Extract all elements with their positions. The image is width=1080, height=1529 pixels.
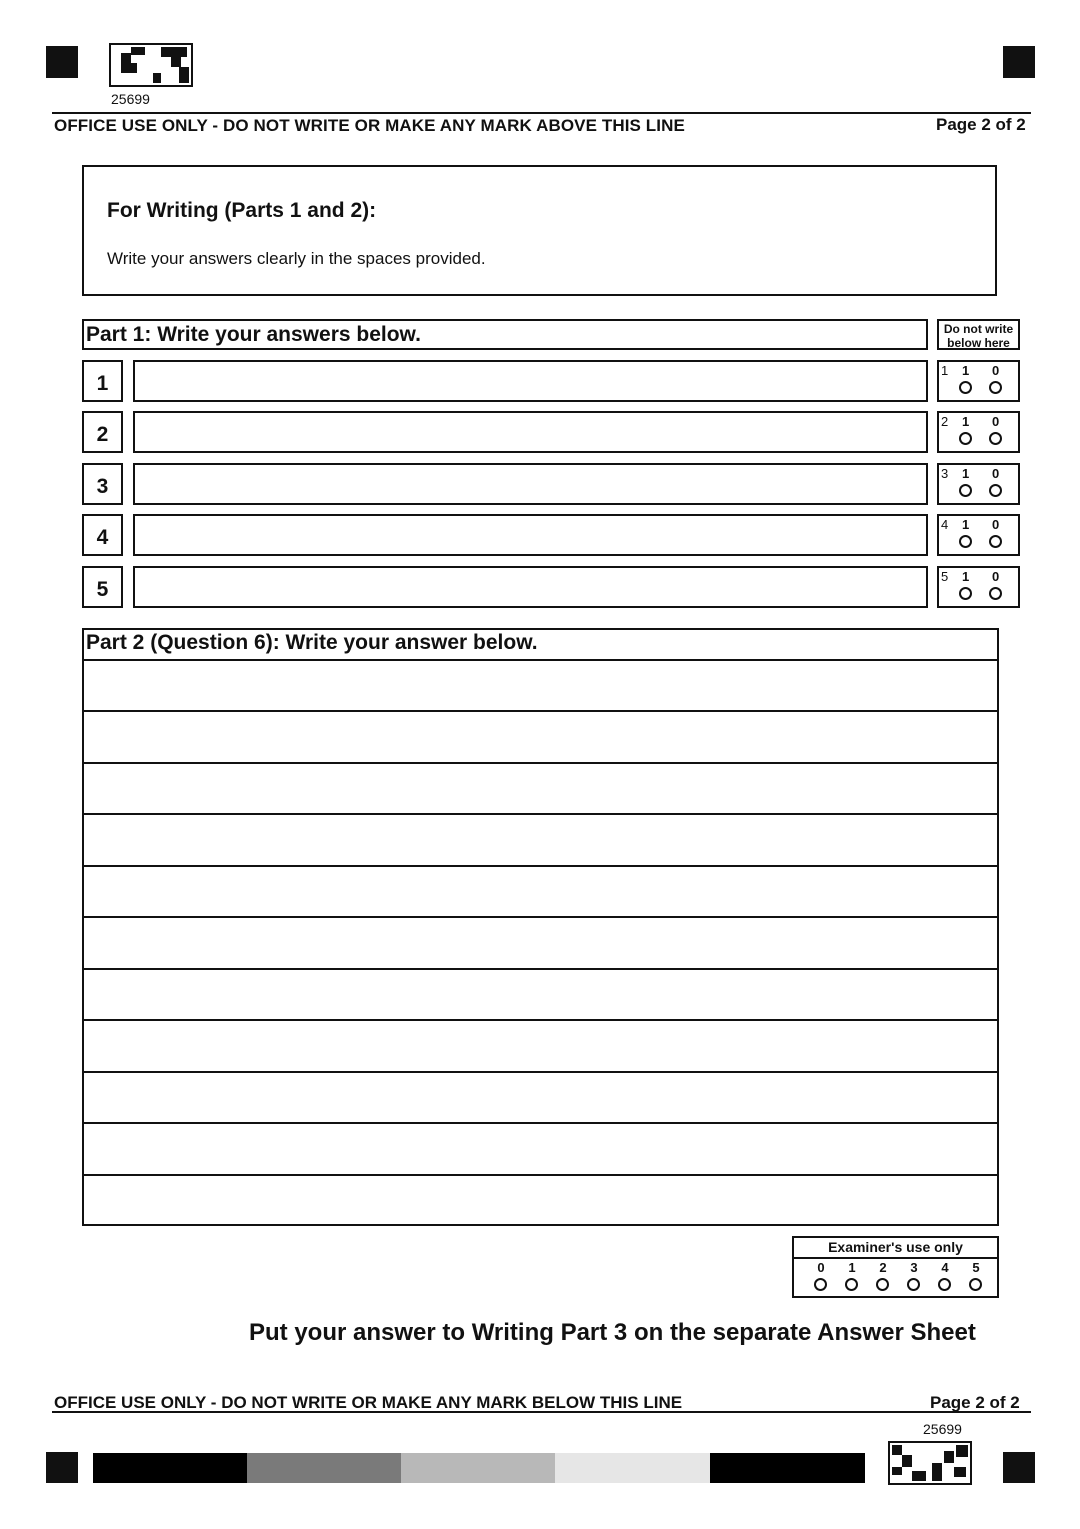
examiner-score-circle-5[interactable] — [969, 1278, 982, 1291]
marker-label-incorrect: 0 — [992, 466, 1000, 481]
examiner-score-label: 3 — [910, 1260, 918, 1275]
mark-circle-correct[interactable] — [959, 484, 972, 497]
mark-circle-correct[interactable] — [959, 587, 972, 600]
header-rule — [52, 112, 1031, 114]
sheet-code-pattern-bottom — [888, 1441, 972, 1485]
writing-line[interactable] — [84, 762, 997, 764]
marker-question-number: 3 — [941, 466, 949, 481]
instructions-title: For Writing (Parts 1 and 2): — [107, 199, 377, 222]
registration-mark-bottom-left — [46, 1452, 78, 1483]
examiner-divider — [794, 1257, 997, 1259]
marker-question-number: 2 — [941, 414, 949, 429]
examiner-title: Examiner's use only — [828, 1239, 963, 1255]
marker-label-correct: 1 — [962, 363, 970, 378]
part1-header — [82, 319, 928, 350]
part2-header-rule — [84, 659, 997, 661]
mark-circle-correct[interactable] — [959, 381, 972, 394]
writing-line[interactable] — [84, 916, 997, 918]
examiner-score-circle-2[interactable] — [876, 1278, 889, 1291]
registration-mark-top-left — [46, 46, 78, 78]
mark-circle-incorrect[interactable] — [989, 484, 1002, 497]
calibration-block-black — [93, 1453, 247, 1483]
mark-circle-correct[interactable] — [959, 432, 972, 445]
question-number: 5 — [82, 566, 123, 608]
office-use-note-top: OFFICE USE ONLY - DO NOT WRITE OR MAKE ANY MARK ABOVE THIS LINE — [54, 116, 685, 135]
part1-title: Part 1: Write your answers below. — [86, 323, 421, 346]
examiner-score-circle-3[interactable] — [907, 1278, 920, 1291]
marker-box-5 — [937, 566, 1020, 608]
answer-field-1[interactable] — [133, 360, 928, 402]
part2-box — [82, 628, 999, 1226]
writing-line[interactable] — [84, 865, 997, 867]
mark-circle-incorrect[interactable] — [989, 432, 1002, 445]
page-number-top: Page 2 of 2 — [936, 115, 1026, 134]
examiner-score-circle-1[interactable] — [845, 1278, 858, 1291]
mark-circle-incorrect[interactable] — [989, 535, 1002, 548]
registration-mark-top-right — [1003, 46, 1035, 78]
marker-box-3 — [937, 463, 1020, 505]
marker-label-incorrect: 0 — [992, 414, 1000, 429]
examiner-score-label: 2 — [879, 1260, 887, 1275]
instructions-box — [82, 165, 997, 296]
marker-box-1 — [937, 360, 1020, 402]
sheet-code-bottom: 25699 — [923, 1421, 962, 1437]
instructions-text: Write your answers clearly in the spaces provided. — [107, 249, 486, 268]
examiner-score-label: 4 — [941, 1260, 949, 1275]
marker-box-2 — [937, 411, 1020, 453]
calibration-block-dark-gray — [247, 1453, 401, 1483]
marker-label-correct: 1 — [962, 414, 970, 429]
examiner-score-label: 1 — [848, 1260, 856, 1275]
answer-field-3[interactable] — [133, 463, 928, 505]
writing-line[interactable] — [84, 813, 997, 815]
mark-circle-incorrect[interactable] — [989, 381, 1002, 394]
examiner-score-label: 5 — [972, 1260, 980, 1275]
sheet-code-top: 25699 — [111, 91, 150, 107]
marker-question-number: 4 — [941, 517, 949, 532]
part3-instruction: Put your answer to Writing Part 3 on the separate Answer Sheet — [249, 1319, 976, 1346]
marker-question-number: 1 — [941, 363, 949, 378]
answer-field-5[interactable] — [133, 566, 928, 608]
writing-line[interactable] — [84, 968, 997, 970]
question-number: 4 — [82, 514, 123, 556]
examiner-box — [792, 1236, 999, 1298]
marker-box-4 — [937, 514, 1020, 556]
examiner-score-circle-0[interactable] — [814, 1278, 827, 1291]
mark-circle-correct[interactable] — [959, 535, 972, 548]
marker-header — [937, 319, 1020, 350]
writing-line[interactable] — [84, 710, 997, 712]
writing-line[interactable] — [84, 1071, 997, 1073]
question-number: 2 — [82, 411, 123, 453]
writing-line[interactable] — [84, 1019, 997, 1021]
question-number: 3 — [82, 463, 123, 505]
marker-question-number: 5 — [941, 569, 949, 584]
writing-line[interactable] — [84, 1122, 997, 1124]
examiner-score-circle-4[interactable] — [938, 1278, 951, 1291]
marker-label-incorrect: 0 — [992, 517, 1000, 532]
marker-header-line1: Do not write — [943, 322, 1014, 336]
question-number: 1 — [82, 360, 123, 402]
page-number-bottom: Page 2 of 2 — [930, 1393, 1020, 1412]
marker-label-correct: 1 — [962, 569, 970, 584]
marker-label-correct: 1 — [962, 517, 970, 532]
marker-label-incorrect: 0 — [992, 363, 1000, 378]
calibration-block-pale-gray — [555, 1453, 710, 1483]
part2-title: Part 2 (Question 6): Write your answer below. — [86, 631, 538, 654]
calibration-strip — [93, 1453, 865, 1483]
calibration-block-black — [710, 1453, 865, 1483]
office-use-note-bottom: OFFICE USE ONLY - DO NOT WRITE OR MAKE ANY MARK BELOW THIS LINE — [54, 1393, 683, 1412]
sheet-code-pattern-top — [109, 43, 193, 87]
marker-header-line2: below here — [947, 336, 1010, 350]
answer-field-2[interactable] — [133, 411, 928, 453]
registration-mark-bottom-right — [1003, 1452, 1035, 1483]
mark-circle-incorrect[interactable] — [989, 587, 1002, 600]
calibration-block-light-gray — [401, 1453, 555, 1483]
marker-label-correct: 1 — [962, 466, 970, 481]
footer-rule — [52, 1411, 1031, 1413]
marker-label-incorrect: 0 — [992, 569, 1000, 584]
answer-field-4[interactable] — [133, 514, 928, 556]
examiner-score-label: 0 — [817, 1260, 825, 1275]
writing-line[interactable] — [84, 1174, 997, 1176]
